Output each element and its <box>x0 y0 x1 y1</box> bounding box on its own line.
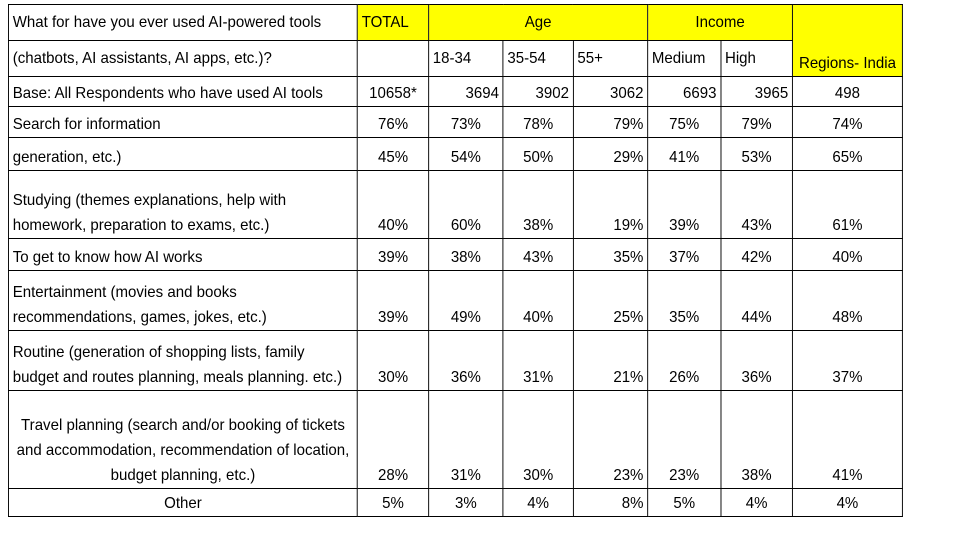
cell-age-18-34: 73% <box>429 107 504 138</box>
cell-total: 76% <box>357 107 428 138</box>
row-label: Studying (themes explanations, help with homework, preparation to exams, etc.) <box>8 171 357 239</box>
cell-age-35-54: 3902 <box>503 77 573 107</box>
table-row <box>8 107 902 138</box>
cell-total: 40% <box>357 171 428 239</box>
cell-regions-india: 41% <box>792 391 902 489</box>
cell-income-medium: 23% <box>648 391 721 489</box>
cell-total: 10658* <box>357 77 428 107</box>
age-35-54-header: 35-54 <box>503 41 573 77</box>
row-label: Entertainment (movies and books recommendations, games, jokes, etc.) <box>8 271 357 331</box>
table-row <box>8 331 902 391</box>
cell-income-medium: 6693 <box>648 77 721 107</box>
age-55-plus-header: 55+ <box>573 41 647 77</box>
cell-age-55-plus: 23% <box>573 391 647 489</box>
cell-age-55-plus: 25% <box>573 271 647 331</box>
header-row-2 <box>8 41 902 77</box>
cell-age-18-34: 3% <box>429 489 504 517</box>
cell-age-35-54: 4% <box>503 489 573 517</box>
survey-table <box>8 4 903 517</box>
regions-header: Regions- India <box>792 5 902 77</box>
cell-regions-india: 498 <box>792 77 902 107</box>
cell-age-18-34: 49% <box>429 271 504 331</box>
cell-total: 5% <box>357 489 428 517</box>
income-medium-header: Medium <box>648 41 721 77</box>
cell-income-high: 44% <box>721 271 793 331</box>
cell-income-high: 4% <box>721 489 793 517</box>
row-label: generation, etc.) <box>8 138 357 171</box>
cell-age-35-54: 78% <box>503 107 573 138</box>
table-row <box>8 239 902 271</box>
table-row <box>8 489 902 517</box>
income-header: Income <box>648 5 793 41</box>
cell-regions-india: 4% <box>792 489 902 517</box>
cell-age-35-54: 50% <box>503 138 573 171</box>
row-label: Search for information <box>8 107 357 138</box>
cell-income-medium: 35% <box>648 271 721 331</box>
cell-age-55-plus: 35% <box>573 239 647 271</box>
table-row <box>8 138 902 171</box>
cell-age-55-plus: 19% <box>573 171 647 239</box>
cell-income-medium: 5% <box>648 489 721 517</box>
cell-income-medium: 37% <box>648 239 721 271</box>
cell-regions-india: 65% <box>792 138 902 171</box>
cell-age-35-54: 40% <box>503 271 573 331</box>
cell-income-high: 38% <box>721 391 793 489</box>
cell-regions-india: 48% <box>792 271 902 331</box>
cell-regions-india: 61% <box>792 171 902 239</box>
cell-age-18-34: 54% <box>429 138 504 171</box>
row-label: Travel planning (search and/or booking of tickets and accommodation, recommendation of location, budget planning, etc.) <box>8 391 357 489</box>
row-label: Other <box>8 489 357 517</box>
cell-age-55-plus: 29% <box>573 138 647 171</box>
cell-total: 39% <box>357 239 428 271</box>
row-label: Base: All Respondents who have used AI tools <box>8 77 357 107</box>
cell-regions-india: 37% <box>792 331 902 391</box>
question-line-1: What for have you ever used AI-powered tools <box>8 5 357 41</box>
cell-total: 39% <box>357 271 428 331</box>
cell-total: 45% <box>357 138 428 171</box>
cell-income-medium: 26% <box>648 331 721 391</box>
cell-age-18-34: 38% <box>429 239 504 271</box>
cell-income-high: 42% <box>721 239 793 271</box>
table-row <box>8 391 902 489</box>
cell-age-35-54: 31% <box>503 331 573 391</box>
cell-age-55-plus: 8% <box>573 489 647 517</box>
table-row <box>8 271 902 331</box>
cell-income-high: 43% <box>721 171 793 239</box>
cell-age-55-plus: 21% <box>573 331 647 391</box>
cell-income-high: 3965 <box>721 77 793 107</box>
cell-income-high: 79% <box>721 107 793 138</box>
header-row-1 <box>8 5 902 41</box>
cell-regions-india: 40% <box>792 239 902 271</box>
cell-age-18-34: 3694 <box>429 77 504 107</box>
cell-total: 28% <box>357 391 428 489</box>
cell-age-18-34: 36% <box>429 331 504 391</box>
cell-income-medium: 41% <box>648 138 721 171</box>
row-label: Routine (generation of shopping lists, family budget and routes planning, meals planning. etc.) <box>8 331 357 391</box>
cell-age-18-34: 60% <box>429 171 504 239</box>
age-header: Age <box>429 5 648 41</box>
question-line-2: (chatbots, AI assistants, AI apps, etc.)? <box>8 41 357 77</box>
cell-age-35-54: 43% <box>503 239 573 271</box>
cell-age-55-plus: 3062 <box>573 77 647 107</box>
table-row <box>8 77 902 107</box>
cell-income-high: 36% <box>721 331 793 391</box>
cell-income-medium: 39% <box>648 171 721 239</box>
cell-income-high: 53% <box>721 138 793 171</box>
cell-regions-india: 74% <box>792 107 902 138</box>
cell-income-medium: 75% <box>648 107 721 138</box>
cell-age-18-34: 31% <box>429 391 504 489</box>
total-header: TOTAL <box>357 5 428 41</box>
total-subheader <box>357 41 428 77</box>
cell-total: 30% <box>357 331 428 391</box>
cell-age-35-54: 30% <box>503 391 573 489</box>
income-high-header: High <box>721 41 793 77</box>
cell-age-55-plus: 79% <box>573 107 647 138</box>
row-label: To get to know how AI works <box>8 239 357 271</box>
cell-age-35-54: 38% <box>503 171 573 239</box>
table-row <box>8 171 902 239</box>
age-18-34-header: 18-34 <box>429 41 504 77</box>
